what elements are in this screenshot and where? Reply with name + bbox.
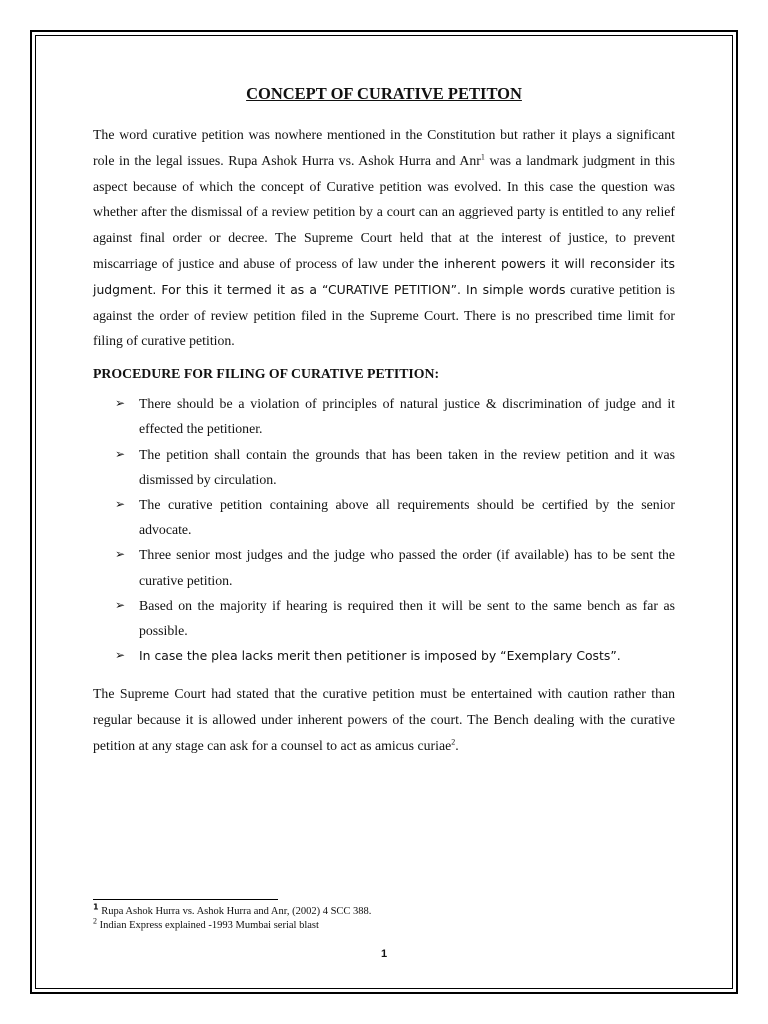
list-item [93, 442, 675, 492]
document-body [93, 84, 675, 759]
conclusion-paragraph [93, 681, 675, 758]
list-item-text: Based on the majority if hearing is required then it will be sent to the same bench as far as possible. [139, 597, 675, 638]
conclusion-end: . [455, 738, 459, 753]
procedure-list [93, 391, 675, 668]
list-item [93, 542, 675, 592]
procedure-heading: PROCEDURE FOR FILING OF CURATIVE PETITION: [93, 366, 440, 382]
list-item [93, 643, 675, 668]
footnote-text-1: Rupa Ashok Hurra vs. Ashok Hurra and Anr, (2002) 4 SCC 388. [98, 906, 372, 917]
intro-text-4: curative petition is against the order of review petition filed in the Supreme Court. There is no prescribed time limit for filing of curative petition. [93, 281, 675, 349]
list-item [93, 492, 675, 542]
intro-paragraph [93, 122, 675, 354]
arrow-bullet-icon: ➢ [115, 446, 126, 461]
list-item-text: There should be a violation of principles of natural justice & discrimination of judge and it effected the petitioner. [139, 396, 675, 437]
arrow-bullet-icon: ➢ [115, 547, 126, 562]
footnote-1 [93, 902, 372, 919]
footnote-ref-1: 1 [480, 152, 485, 162]
list-item-text: The curative petition containing above all requirements should be certified by the senior advocate. [139, 496, 675, 538]
list-item [93, 391, 675, 441]
intro-text-2: was a landmark judgment in this aspect because of which the concept of Curative petition was evolved. In this case the question was whether after the dismissal of a review petition by a court can an aggrieved party is entitled to any relief against final order or decree. The Supreme Court held that at the interest of justice, to prevent miscarriage of justice and abuse of process of law under [93, 152, 675, 271]
arrow-bullet-icon: ➢ [115, 648, 126, 663]
footnote-mark-1: 1 [93, 902, 99, 912]
intro-text-3: the inherent powers it will reconsider its judgment. For this it termed it as a “CURATIVE PETITION”. In simple words [93, 255, 675, 297]
list-item-text: The petition shall contain the grounds that has been taken in the review petition and it was dismissed by circulation. [139, 446, 675, 487]
arrow-bullet-icon: ➢ [115, 396, 126, 411]
footnote-ref-2: 2 [451, 737, 456, 747]
document-title: CONCEPT OF CURATIVE PETITON [246, 84, 522, 103]
footnote-2 [93, 916, 371, 933]
arrow-bullet-icon: ➢ [115, 597, 126, 612]
conclusion-text: The Supreme Court had stated that the curative petition must be entertained with caution rather than regular because it is allowed under inherent powers of the court. The Bench dealing with the curative petition at any stage can ask for a counsel to act as amicus curiae [93, 686, 675, 753]
list-item-text: Three senior most judges and the judge who passed the order (if available) has to be sent the curative petition. [139, 547, 675, 588]
page-number: 1 [380, 948, 388, 960]
footnote-mark-2: 2 [93, 916, 97, 926]
list-item [93, 593, 675, 643]
footnote-text-2: Indian Express explained -1993 Mumbai serial blast [97, 920, 319, 931]
arrow-bullet-icon: ➢ [115, 496, 126, 511]
footnotes [93, 902, 372, 933]
intro-text-1: The word curative petition was nowhere mentioned in the Constitution but rather it plays a significant role in the legal issues. Rupa Ashok Hurra vs. Ashok Hurra and Anr [93, 127, 675, 168]
footnote-separator [93, 899, 278, 900]
list-item-text: In case the plea lacks merit then petitioner is imposed by “Exemplary Costs”. [139, 648, 621, 664]
